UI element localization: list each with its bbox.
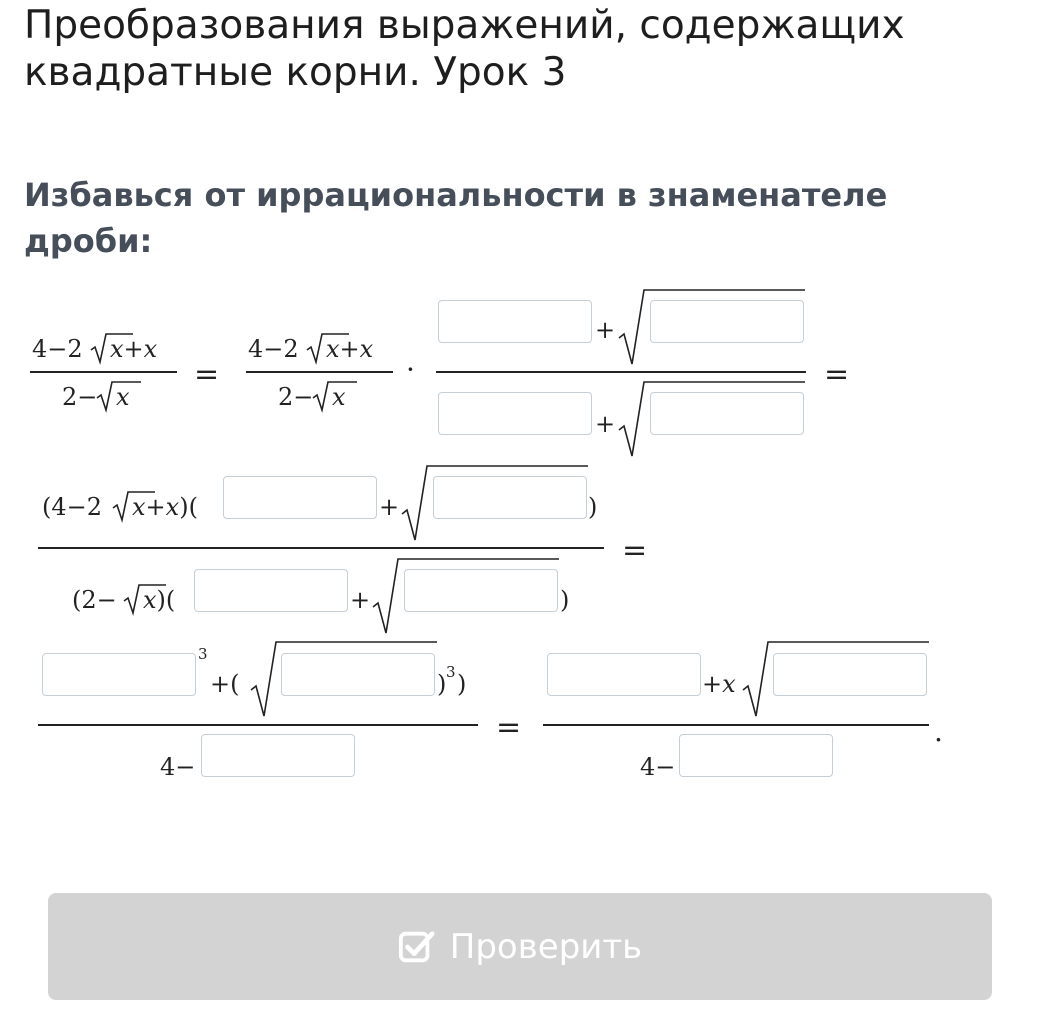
cubes-first-base-input[interactable] (42, 653, 196, 696)
product-numerator-radicand-input[interactable] (433, 476, 587, 519)
multiplier-denominator-radicand-input[interactable] (650, 392, 804, 435)
original-denominator: 2− (62, 383, 98, 411)
check-button-label: Проверить (449, 926, 643, 967)
result-denominator-four: 4− (640, 753, 676, 781)
final-period: . (934, 715, 943, 748)
original-denominator-x: x (116, 383, 130, 411)
product-denominator-left-input[interactable] (194, 569, 348, 612)
plus-sign: + (595, 316, 616, 344)
cubes-denominator-four: 4− (160, 753, 196, 781)
multiplier-numerator-left-input[interactable] (438, 300, 592, 343)
fraction-bar (543, 724, 929, 726)
equals-sign: = (824, 357, 850, 392)
fraction-bar (38, 724, 478, 726)
repeated-denominator: 2− (278, 383, 314, 411)
product-denominator-factor: (2− (72, 586, 117, 614)
plus-sign: + (379, 493, 400, 521)
repeated-denominator-x: x (332, 383, 346, 411)
exponent-three: 3 (198, 645, 208, 663)
equals-sign: = (496, 710, 522, 745)
repeated-numerator: 4−2 (248, 335, 299, 363)
repeated-numerator-x: x+x (326, 335, 374, 363)
product-denominator-radicand-input[interactable] (404, 569, 558, 612)
cubes-denominator-input[interactable] (201, 734, 355, 777)
exponent-three: 3 (446, 663, 456, 681)
product-numerator-factor-x: x+x)( (132, 493, 198, 521)
close-paren: ) (560, 586, 570, 614)
fraction-bar (38, 547, 604, 549)
product-numerator-factor: (4−2 (42, 493, 103, 521)
plus-sign: + (595, 410, 616, 438)
result-numerator-left-input[interactable] (547, 653, 701, 696)
result-numerator-radicand-input[interactable] (773, 653, 927, 696)
equals-sign: = (194, 357, 220, 392)
multiplier-numerator-radicand-input[interactable] (650, 300, 804, 343)
close-paren: ) (457, 670, 467, 698)
check-square-icon (398, 928, 436, 966)
multiplier-denominator-left-input[interactable] (438, 392, 592, 435)
multiply-dot: · (406, 353, 415, 386)
close-paren: ) (437, 670, 447, 698)
original-numerator-x: x+x (110, 335, 158, 363)
page-title: Преобразования выражений, содержащих квадратные корни. Урок 3 (24, 3, 905, 95)
fraction-bar (246, 371, 393, 373)
result-denominator-input[interactable] (679, 734, 833, 777)
fraction-bar (436, 371, 806, 373)
plus-sign: + (350, 586, 371, 614)
plus-open-paren: +( (210, 670, 240, 698)
task-text: Избавься от иррациональности в знаменателе дроби: (24, 176, 888, 260)
cubes-second-radicand-input[interactable] (281, 653, 435, 696)
plus-x: +x (702, 670, 736, 698)
product-denominator-factor-x: x)( (143, 586, 176, 614)
fraction-bar (30, 371, 177, 373)
product-numerator-left-input[interactable] (223, 476, 377, 519)
equals-sign: = (622, 533, 648, 568)
original-numerator: 4−2 (32, 335, 83, 363)
check-button[interactable] (48, 893, 992, 1000)
close-paren: ) (588, 493, 598, 521)
